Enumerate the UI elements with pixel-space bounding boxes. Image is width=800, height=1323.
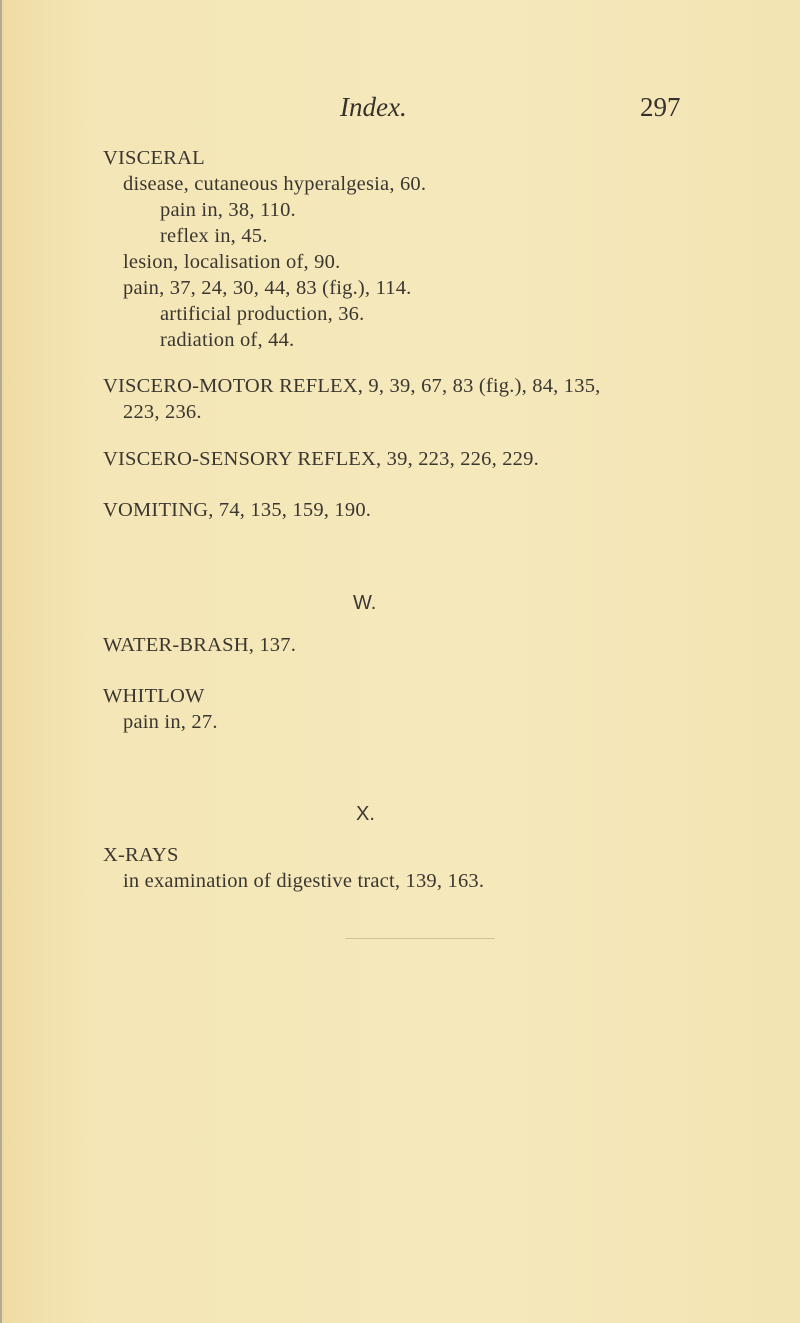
entry-viscero-sensory-reflex: VISCERO-SENSORY REFLEX, 39, 223, 226, 229. [103, 448, 539, 470]
entry-heading-whitlow: WHITLOW [103, 685, 205, 707]
page-number: 297 [640, 92, 681, 122]
section-letter-w: W. [353, 592, 377, 614]
section-letter-x: X. [356, 803, 375, 825]
entry-heading-x-rays: X-RAYS [103, 844, 179, 866]
subentry-radiation: radiation of, 44. [160, 329, 295, 351]
subentry-reflex-in: reflex in, 45. [160, 225, 268, 247]
subentry-whitlow-pain: pain in, 27. [123, 711, 218, 733]
subentry-pain: pain, 37, 24, 30, 44, 83 (fig.), 114. [123, 277, 412, 299]
entry-viscero-motor-continuation: 223, 236. [123, 401, 202, 423]
running-header-title: Index. [340, 92, 407, 122]
subentry-lesion: lesion, localisation of, 90. [123, 251, 341, 273]
subentry-artificial-production: artificial production, 36. [160, 303, 365, 325]
subentry-pain-in: pain in, 38, 110. [160, 199, 296, 221]
entry-viscero-motor-reflex: VISCERO-MOTOR REFLEX, 9, 39, 67, 83 (fig.), 84, 135, [103, 375, 601, 397]
entry-water-brash: WATER-BRASH, 137. [103, 634, 297, 656]
page-edge-divider [0, 0, 2, 1323]
subentry-disease: disease, cutaneous hyperalgesia, 60. [123, 173, 427, 195]
end-rule-divider [345, 938, 495, 939]
subentry-x-rays-examination: in examination of digestive tract, 139, 163. [123, 870, 485, 892]
entry-vomiting: VOMITING, 74, 135, 159, 190. [103, 499, 372, 521]
entry-heading-visceral: VISCERAL [103, 147, 205, 169]
